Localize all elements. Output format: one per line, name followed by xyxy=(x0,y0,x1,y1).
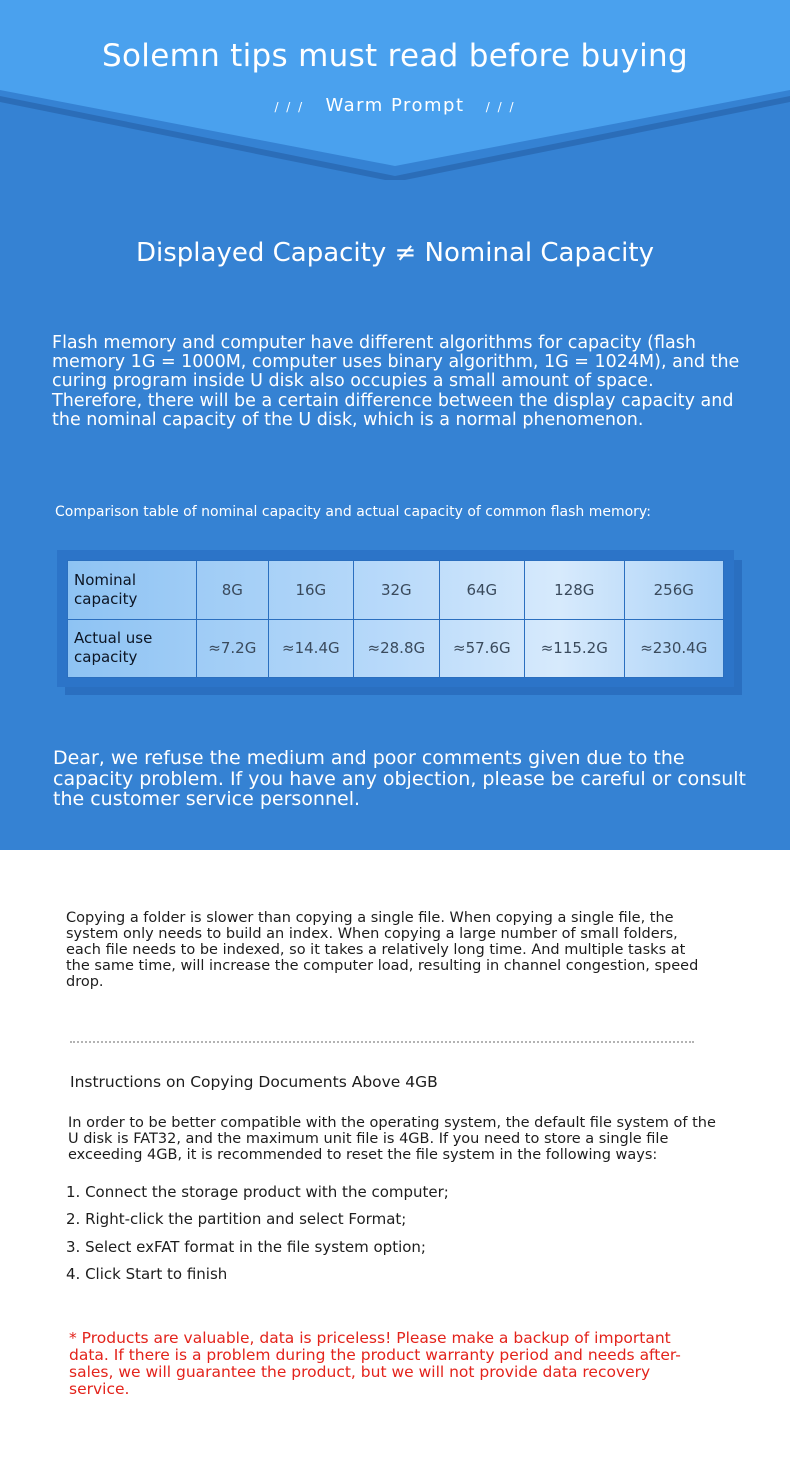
page-title: Solemn tips must read before buying xyxy=(102,38,688,74)
subtitle: Warm Prompt xyxy=(325,95,465,116)
refuse-notice: Dear, we refuse the medium and poor comments given due to the capacity problem. If you have any objection, please be careful or consult the customer service personnel. xyxy=(53,747,746,810)
capacity-table xyxy=(67,560,724,678)
table-caption: Comparison table of nominal capacity and actual capacity of common flash memory: xyxy=(55,504,651,520)
nominal-cell: 64G xyxy=(439,561,525,620)
nominal-cell: 8G xyxy=(197,561,269,620)
actual-cell: ≈115.2G xyxy=(525,619,624,678)
banner-shape xyxy=(0,0,790,166)
subtitle-row xyxy=(0,95,790,116)
nominal-label: Nominal capacity xyxy=(68,561,197,620)
instructions-heading: Instructions on Copying Documents Above 4GB xyxy=(70,1073,438,1091)
steps-list xyxy=(66,1182,666,1291)
copy-speed-note: Copying a folder is slower than copying a single file. When copying a single file, the system only needs to build an index. When copying a large number of small folders, each file needs to be indexed, so it takes a relatively long time. And multiple tasks at the same time, will increase the computer load, resulting in channel congestion, speed drop. xyxy=(66,910,699,990)
dotted-divider xyxy=(70,1041,694,1043)
nominal-cell: 256G xyxy=(624,561,723,620)
actual-cell: ≈14.4G xyxy=(268,619,354,678)
actual-cell: ≈57.6G xyxy=(439,619,525,678)
step-item: 4. Click Start to finish xyxy=(66,1264,228,1283)
step-item: 3. Select exFAT format in the file system option; xyxy=(66,1237,426,1256)
step-item: 1. Connect the storage product with the computer; xyxy=(66,1183,449,1201)
header-banner xyxy=(0,0,790,180)
actual-label: Actual use capacity xyxy=(68,619,197,678)
warning-notice: * Products are valuable, data is priceless! Please make a backup of important data. If there is a problem during the product warranty period and needs after-sales, we will guarantee the product, but we will not provide data recovery service. xyxy=(69,1329,681,1398)
actual-cell: ≈230.4G xyxy=(624,619,723,678)
capacity-description: Flash memory and computer have different algorithms for capacity (flash memory 1G = 1000M, computer uses binary algorithm, 1G = 1024M), and the curing program inside U disk also occupies a small amount of space. Therefore, there will be a certain difference between the display capacity and the nominal capacity of the U disk, which is a normal phenomenon. xyxy=(52,333,740,430)
nominal-cell: 32G xyxy=(354,561,440,620)
nominal-cell: 16G xyxy=(268,561,354,620)
nominal-cell: 128G xyxy=(525,561,624,620)
nominal-row xyxy=(68,561,724,620)
capacity-heading: Displayed Capacity ≠ Nominal Capacity xyxy=(136,238,654,268)
subtitle-decoration-left: / / / xyxy=(274,100,305,114)
subtitle-decoration-right: / / / xyxy=(485,100,516,114)
instructions-body: In order to be better compatible with the operating system, the default file system of the U disk is FAT32, and the maximum unit file is 4GB. If you need to store a single file exceeding 4GB, it is recommended to reset the file system in the following ways: xyxy=(68,1115,716,1163)
actual-cell: ≈7.2G xyxy=(197,619,269,678)
step-item: 2. Right-click the partition and select Format; xyxy=(66,1210,407,1229)
actual-cell: ≈28.8G xyxy=(354,619,440,678)
actual-row xyxy=(68,619,724,678)
